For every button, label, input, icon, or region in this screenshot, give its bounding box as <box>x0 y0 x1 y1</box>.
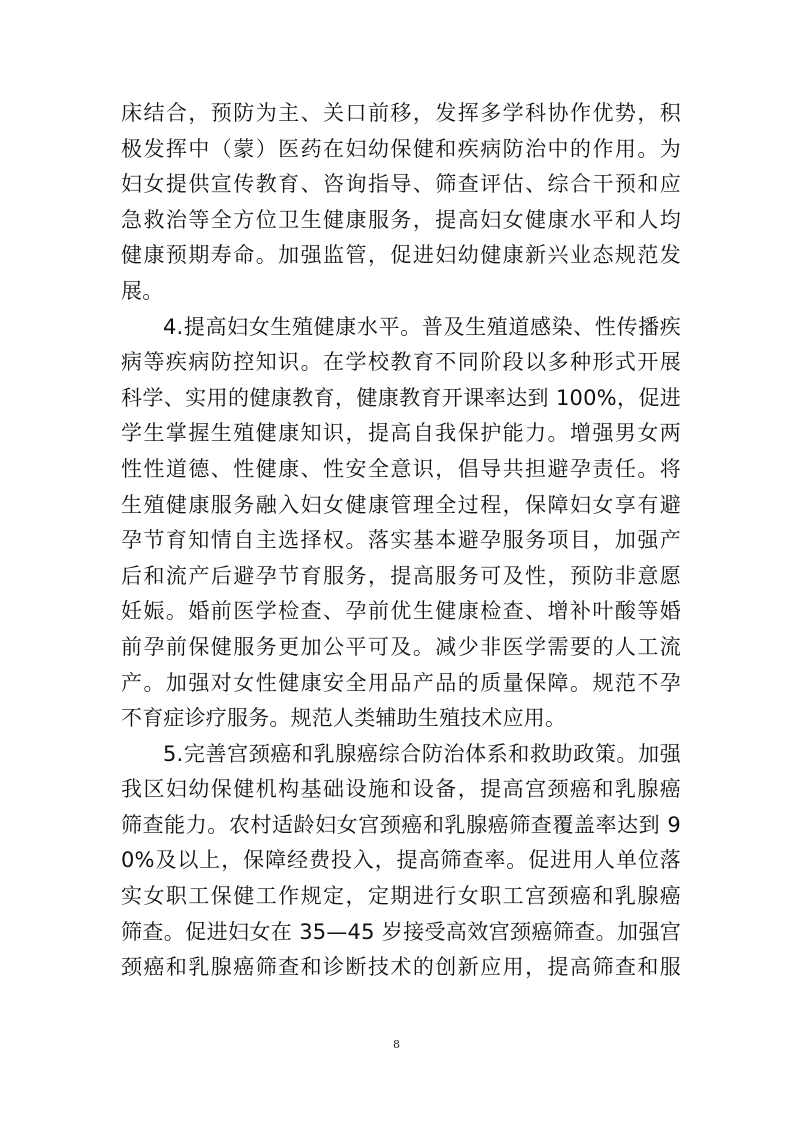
text-line: 性性道德、性健康、性安全意识，倡导共担避孕责任。将 <box>121 456 681 481</box>
text-line: 我区妇幼保健机构基础设施和设备，提高宫颈癌和乳腺癌 <box>121 777 681 802</box>
text-line: 前孕前保健服务更加公平可及。减少非医学需要的人工流 <box>121 634 681 659</box>
section-heading-line: 5.完善宫颈癌和乳腺癌综合防治体系和救助政策。加强 <box>163 741 681 766</box>
text-line: 床结合，预防为主、关口前移，发挥多学科协作优势，积 <box>121 101 681 125</box>
text-line: 筛查。促进妇女在 35—45 岁接受高效宫颈癌筛查。加强宫 <box>121 919 681 944</box>
text-line: 展。 <box>121 278 164 303</box>
text-line: 颈癌和乳腺癌筛查和诊断技术的创新应用，提高筛查和服 <box>121 955 681 980</box>
text-line: 病等疾病防控知识。在学校教育不同阶段以多种形式开展 <box>121 350 681 375</box>
text-line: 学生掌握生殖健康知识，提高自我保护能力。增强男女两 <box>121 421 681 446</box>
text-line: 筛查能力。农村适龄妇女宫颈癌和乳腺癌筛查覆盖率达到 9 <box>121 812 681 837</box>
text-line: 健康预期寿命。加强监管，促进妇幼健康新兴业态规范发 <box>121 243 681 268</box>
text-line: 生殖健康服务融入妇女健康管理全过程，保障妇女享有避 <box>121 492 681 517</box>
text-line: 孕节育知情自主选择权。落实基本避孕服务项目，加强产 <box>121 528 681 553</box>
text-line: 科学、实用的健康教育，健康教育开课率达到 100%，促进 <box>121 385 681 410</box>
text-line: 极发挥中（蒙）医药在妇幼保健和疾病防治中的作用。为 <box>121 136 681 161</box>
text-line: 0%及以上，保障经费投入，提高筛查率。促进用人单位落 <box>121 848 681 873</box>
text-line: 不育症诊疗服务。规范人类辅助生殖技术应用。 <box>121 706 567 731</box>
text-line: 妇女提供宣传教育、咨询指导、筛查评估、综合干预和应 <box>121 172 681 197</box>
text-line: 产。加强对女性健康安全用品产品的质量保障。规范不孕 <box>121 670 681 695</box>
section-heading-line: 4.提高妇女生殖健康水平。普及生殖道感染、性传播疾 <box>163 314 681 339</box>
text-line: 实女职工保健工作规定，定期进行女职工宫颈癌和乳腺癌 <box>121 884 681 909</box>
text-line: 后和流产后避孕节育服务，提高服务可及性，预防非意愿 <box>121 563 681 588</box>
text-line: 妊娠。婚前医学检查、孕前优生健康检查、增补叶酸等婚 <box>121 599 681 624</box>
page-number: 8 <box>393 1038 400 1051</box>
body-text <box>121 96 681 986</box>
text-line: 急救治等全方位卫生健康服务，提高妇女健康水平和人均 <box>121 207 681 232</box>
